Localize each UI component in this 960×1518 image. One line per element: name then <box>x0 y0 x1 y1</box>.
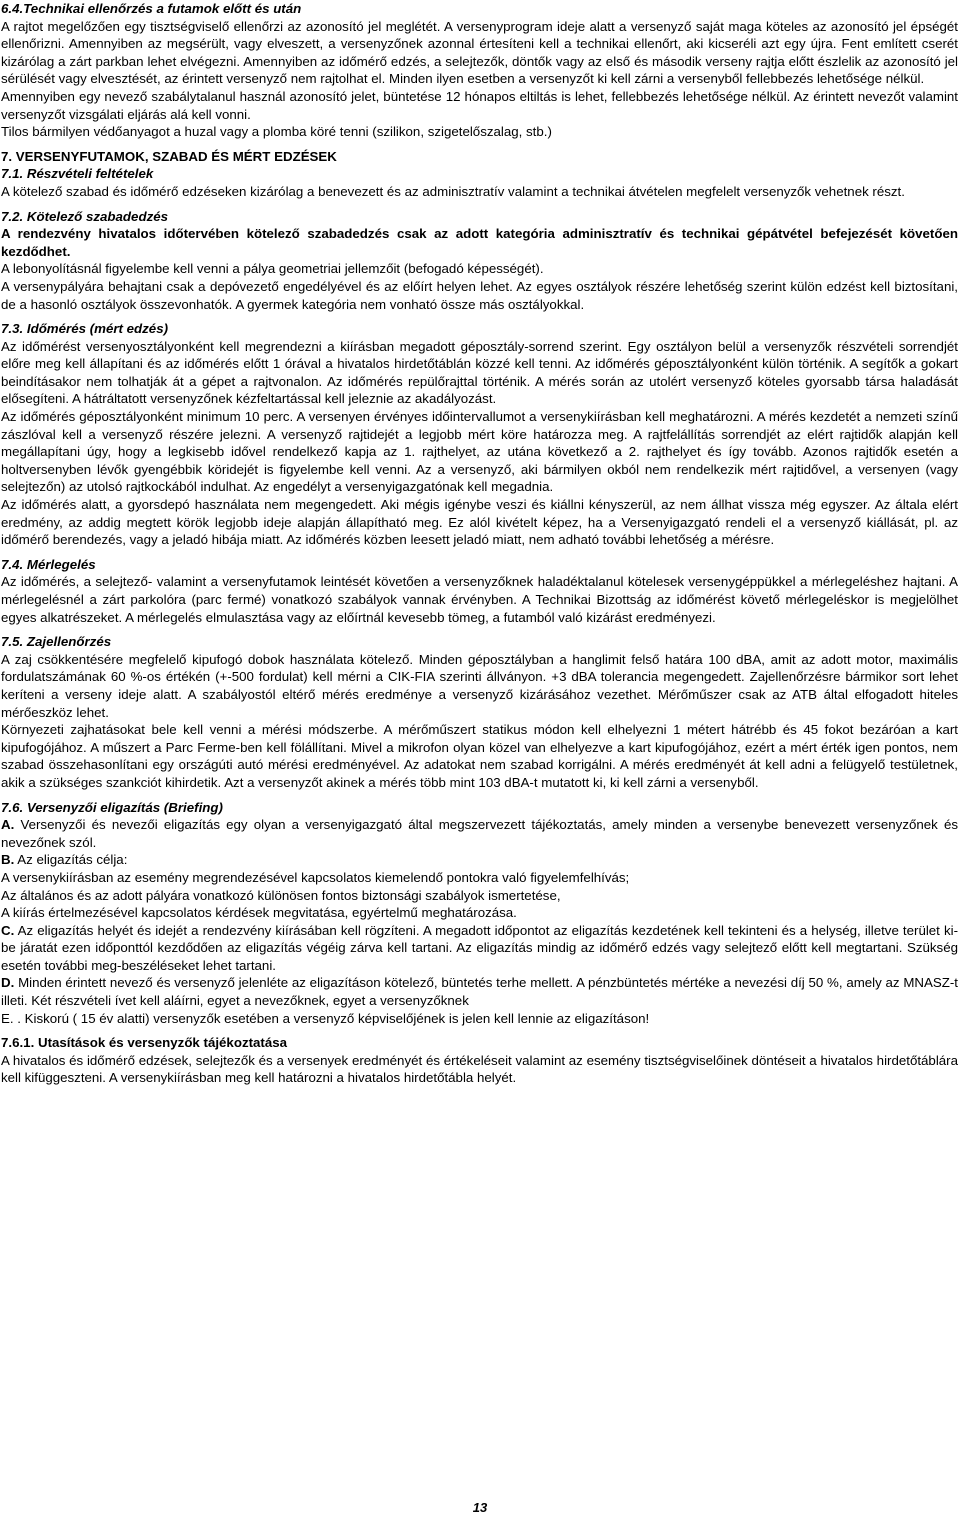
section-7-4-paragraph-1: Az időmérés, a selejtező- valamint a versenyfutamok leintését követően a versenyzőknek haladéktalanul kötelesek versenygéppükkel a mérlegeléshez hajtani. A mérlegelésnél a zárt parkolóra (parc fermé) vonatkozó szabályok vannak érvényben. A Technikai Bizottság az időmérést követő mérlegeléskor is megjelölhet egyes alkatrészeket. A mérlegelés elmulasztása vagy az előírtnál kevesebb tömeg, a futamból való kizárást eredményezi. <box>1 574 958 625</box>
section-7-6-1-paragraph-1: A hivatalos és időmérő edzések, selejtezők és a versenyek eredményét és értékeléseit valamint az esemény tisztségviselőinek döntéseit a hivatalos hirdetőtáblára kell kifüggeszteni. A versenykiírásban meg kell határozni a hivatalos hirdetőtábla helyét. <box>1 1052 958 1086</box>
item-c-label: C. <box>1 922 15 938</box>
section-7-5-paragraph-1: A zaj csökkentésére megfelelő kipufogó dobok használata kötelező. Minden géposztályban a hanglimit felső határa 100 dBA, amit az adott motor, maximális fordulatszámának 60 %-os értékén (+-500 fordulat) kell mérni a CIK-FIA szerinti állványon. +3 dBA tolerancia megengedett. Zajellenőrzésre bármikor sort lehet keríteni a verseny ideje alatt. A szabályostól eltérő mérés eredménye a versenyző kizárásához vezethet. Mérőműszer csak az ATB által elfogadott hiteles mérőeszköz lehet. <box>1 651 958 720</box>
item-a-text: Versenyzői és nevezői eligazítás egy olyan a versenyigazgató által megszervezett tájékoztatás, amely minden a versenybe benevezett versenyzőnek és nevezőnek szól. <box>1 817 958 850</box>
section-7-3-paragraph-3: Az időmérés alatt, a gyorsdepó használata nem megengedett. Aki mégis igénybe veszi és kiállni kényszerül, az nem állhat vissza még egyszer. Az általa elért eredmény, az addig megtett körök legjobb ideje alapján állapítható meg. Ez alól kivételt képez, ha a Versenyigazgató rendeli el a versenyző kiállását, pl. az időmérő berendezés, vagy a jeladó hibája miatt. Az időmérés közben leesett jeladó miatt, nem adható további lehetőség a mérésre. <box>1 497 958 548</box>
section-7-5-title: 7.5. Zajellenőrzés <box>1 634 112 650</box>
section-7-6-item-b-1: A versenykiírásban az esemény megrendezésével kapcsolatos kiemelendő pontokra való figyelemfelhívás; <box>1 869 630 885</box>
item-a-label: A. <box>1 817 15 833</box>
section-7-3-paragraph-1: Az időmérést versenyosztályonként kell megrendezni a kiírásban megadott géposztály-sorrend szerint. Egy osztályon belül a versenyzők részvételi sorrendjét előre meg kell állapítani és az időmérés előtt 1 órával a hivatalos hirdetőtáblán közzé kell tenni. Az időmérés géposztályonként külön történik. A segítők a gokart beindításakor nem tolhatják át a gépet a rajtvonalon. Az időmérés repülőrajttal történik. A mérés során az utolért versenyző köteles gyorsabb társa haladását elősegíteni. A hátráltatott versenyzőnek kézfeltartással kell jeleznie az akadályozást. <box>1 338 958 407</box>
section-7-3-title: 7.3. Időmérés (mért edzés) <box>1 321 169 337</box>
section-7-1-paragraph-1: A kötelező szabad és időmérő edzéseken kizárólag a benevezett és az adminisztratív valamint a technikai átvételen megfelelt versenyzők vehetnek részt. <box>1 183 905 199</box>
section-7-6-item-d <box>1 974 958 1009</box>
item-b-text: Az eligazítás célja: <box>14 852 128 868</box>
section-7-2-paragraph-3: A versenypályára behajtani csak a depóvezető engedélyével és az előírt helyen lehet. Az egyes osztályok részére lehetőség szerint külön edzést kell biztosítani, de a hasonló osztályok összevonhatók. A gyermek kategória nem vonható össze más osztályokkal. <box>1 278 958 312</box>
section-7-6-item-b-3: A kiírás értelmezésével kapcsolatos kérdések megvitatása, egyértelmű meghatározása. <box>1 905 517 921</box>
item-c-text: Az eligazítás helyét és idejét a rendezvény kiírásában kell rögzíteni. A megadott időpontot az eligazítás kezdetének kell tekinteni és a helység, illetve terület ki-be járatát ezen időponttól kezdődően az eligazítás végéig zárva kell tartani. Az eligazítás mindig az időmérő edzés vagy selejtező előtt kell megtartani. Szükség esetén további meg-beszéléseket lehet tartani. <box>1 922 958 973</box>
section-7-6-item-b-2: Az általános és az adott pályára vonatkozó különösen fontos biztonsági szabályok ismertetése, <box>1 887 561 903</box>
section-7-4-title: 7.4. Mérlegelés <box>1 556 96 572</box>
item-d-label: D. <box>1 975 15 991</box>
section-6-4-paragraph-2: Amennyiben egy nevező szabálytalanul használ azonosító jelet, büntetése 12 hónapos eltiltás is lehet, fellebbezés lehetősége nélkül. Az érintett nevezőt valamint versenyzőt vizsgálati eljárás alá kell vonni. <box>1 88 958 122</box>
section-7-6-item-e: E. . Kiskorú ( 15 év alatti) versenyzők esetében a versenyző képviselőjének is jelen kell lennie az eligazításon! <box>1 1010 650 1026</box>
section-7-3-paragraph-2: Az időmérés géposztályonként minimum 10 perc. A versenyen érvényes időintervallumot a versenykiírásban kell meghatározni. A mérés kezdetét a nemzeti színű zászlóval kell a versenyző részére jelezni. A versenyző rajtidejét a legjobb mért köre határozza meg. A rajtfelállítás sorrendjét az elért rajtidők alapján kell megállapítani úgy, hogy a legkisebb idővel rendelkező kapja az 1. rajthelyet, az utána következő a 2. rajthelyet és így tovább. Azonos rajtidők esetén a holtversenyben lévők gyengébbik köridejét is figyelembe kell venni. Az a versenyző, aki bármilyen okból nem rendelkezik mért rajtidővel, a versenyen (vagy selejtezőn) az utolsó rajtkockából indulhat. Az engedélyt a versenyigazgatónak kell megadnia. <box>1 409 958 495</box>
section-7-2-paragraph-2: A lebonyolításnál figyelembe kell venni a pálya geometriai jellemzőit (befogadó képességét). <box>1 261 544 277</box>
section-7-6-1-title: 7.6.1. Utasítások és versenyzők tájékoztatása <box>1 1035 288 1051</box>
section-6-4-title: 6.4.Technikai ellenőrzés a futamok előtt és után <box>1 1 302 16</box>
document-page <box>1 0 958 1087</box>
item-d-text: Minden érintett nevező és versenyző jelenléte az eligazításon kötelező, büntetés terhe mellett. A pénzbüntetés mértéke a nevezési díj 50 %, amely az MNASZ-t illeti. Két részvételi ívet kell aláírni, egyet a nevezőknek, egyet a versenyzőknek <box>1 975 958 1009</box>
section-7-6-item-c <box>1 922 958 975</box>
section-7-5-paragraph-2: Környezeti zajhatásokat bele kell venni a mérési módszerbe. A mérőműszert statikus módon kell elhelyezni 1 métert hátrébb és 45 fokot bezáróan a kart kipufogójához. A műszert a Parc Ferme-ben kell fölállítani. Mivel a mikrofon olyan közel van elhelyezve a kart kipufogójához, ezért a mért érték igen pontos, nem szabad összehasonlítani egy országúti autó mérési eredményével. Az adatokat nem szabad korrigálni. A mérés eredményét át kell adni a felügyelő testületnek, akik a szükséges szankciót kihirdetik. Azt a versenyzőt akinek a mérés több mint 103 dBA-t mutatott ki, ki kell zárni a versenyből. <box>1 722 958 790</box>
section-7-6-item-a <box>1 816 958 851</box>
section-7-1-title: 7.1. Részvételi feltételek <box>1 166 154 182</box>
section-7-6-item-b <box>1 851 958 869</box>
section-6-4-paragraph-3: Tilos bármilyen védőanyagot a huzal vagy a plomba köré tenni (szilikon, szigetelőszalag, stb.) <box>1 124 552 140</box>
page-number: 13 <box>472 1500 488 1515</box>
section-7-2-paragraph-1: A rendezvény hivatalos időtervében kötelező szabadedzés csak az adott kategória adminisztratív és technikai gépátvétel befejezését követően kezdődhet. <box>1 226 958 259</box>
section-7-6-title: 7.6. Versenyzői eligazítás (Briefing) <box>1 799 223 815</box>
section-7-2-title: 7.2. Kötelező szabadedzés <box>1 208 169 224</box>
item-b-label: B. <box>1 852 15 868</box>
section-6-4-paragraph-1: A rajtot megelőzően egy tisztségviselő ellenőrzi az azonosító jel meglétét. A versenyprogram ideje alatt a versenyző saját maga köteles az azonosító jel épségét ellenőrizni. Amennyiben az megsérült, vagy elveszett, a versenyzőnek azonnal értesíteni kell a technikai ellenőrt, aki kicseréli azt egy újra. Fent említett cserét kizárólag a zárt parkban lehet elvégezni. Amennyiben az időmérő edzés, a selejtezők, döntők vagy az első és második verseny rajtja előtt észlelik az azonosító jel sérülését vagy elvesztését, az érintett versenyző nem rajtolhat el. Minden ilyen esetben a versenyzőt ki kell zárni a versenyből fellebbezés lehetősége nélkül. <box>1 18 958 87</box>
section-7-title: 7. VERSENYFUTAMOK, SZABAD ÉS MÉRT EDZÉSEK <box>1 148 337 164</box>
